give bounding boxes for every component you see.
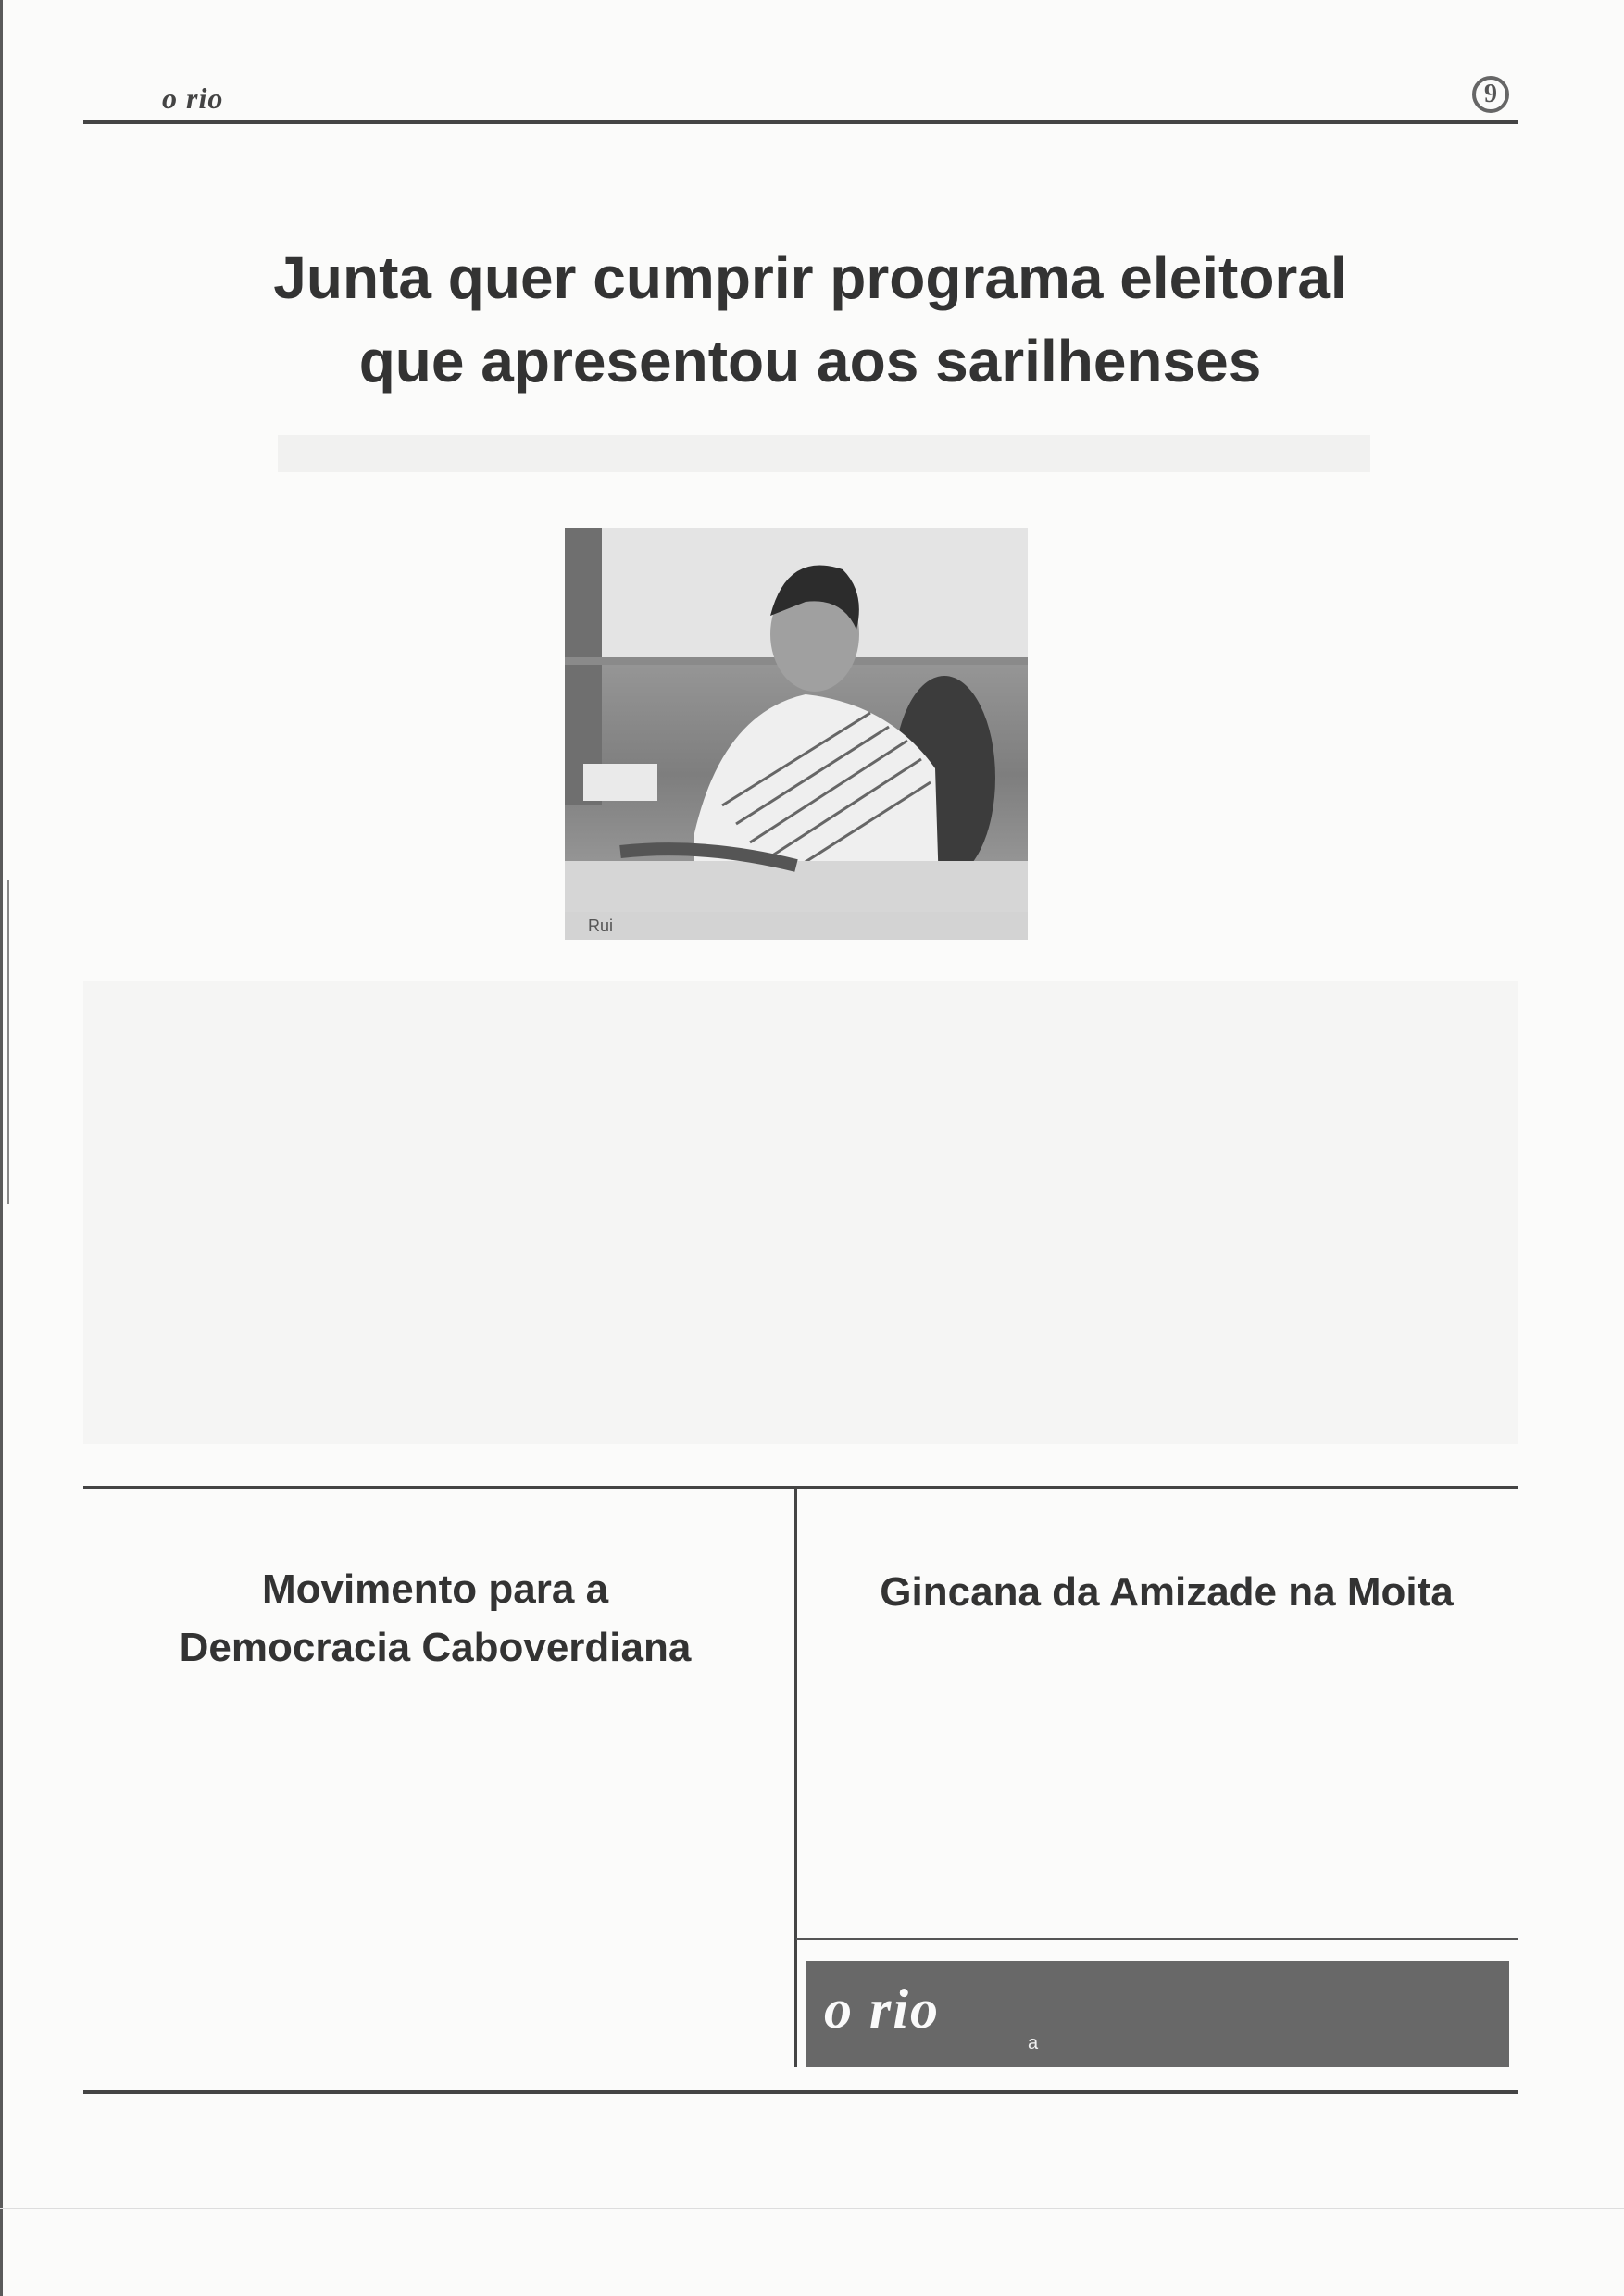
footer-rule [83, 2090, 1518, 2094]
banner-rule [796, 1938, 1518, 1940]
masthead-banner [806, 1961, 1509, 2067]
lead-photo [565, 528, 1028, 940]
page-edge [0, 0, 3, 2296]
story-left-line-2: Democracia Caboverdiana [179, 1625, 692, 1670]
story-headline-left [111, 1560, 759, 1677]
page-edge-crease [7, 880, 9, 1204]
faded-text-block [278, 435, 1370, 472]
story-left-line-1: Movimento para a [261, 1566, 609, 1612]
story-right-line-1: Gincana da Amizade na Moita [880, 1569, 1454, 1615]
lead-headline [93, 236, 1528, 403]
header-rule [83, 120, 1518, 124]
page-crease [0, 2208, 1624, 2209]
page-number: 9 [1472, 76, 1509, 113]
headline-line-1: Junta quer cumprir programa eleitoral [273, 244, 1347, 311]
column-divider [794, 1489, 797, 2067]
banner-logo: o rio [824, 1978, 941, 2040]
section-rule [83, 1486, 1518, 1489]
photo-caption: Rui [565, 912, 1028, 940]
headline-line-2: que apresentou aos sarilhenses [358, 328, 1262, 394]
faded-text-block [83, 981, 1518, 1444]
photo-illustration [565, 528, 1028, 940]
masthead-logo: o rio [162, 81, 224, 115]
story-headline-right [815, 1565, 1518, 1620]
banner-subtext: a [1028, 2033, 1039, 2053]
